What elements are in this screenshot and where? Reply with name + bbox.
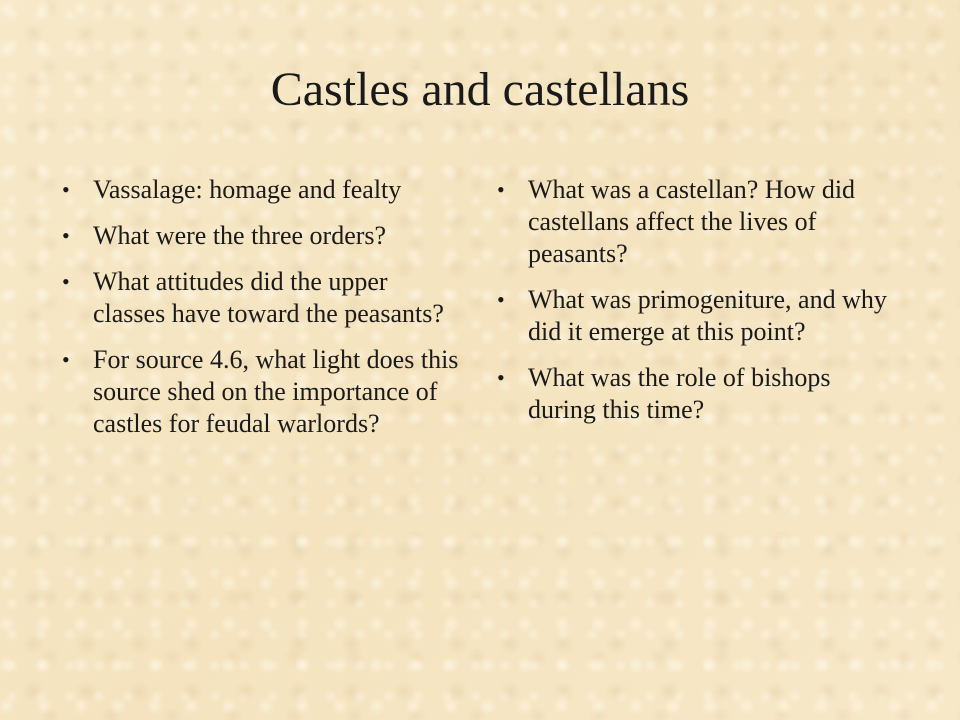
- bullet-text: What was the role of bishops during this time?: [528, 363, 831, 424]
- bullet-item: [497, 284, 887, 348]
- slide-title: Castles and castellans: [270, 63, 690, 116]
- bullet-icon: •: [62, 177, 70, 202]
- bullet-item: [62, 220, 462, 252]
- bullet-icon: •: [62, 269, 70, 294]
- bullet-item: [62, 344, 462, 440]
- bullet-item: [62, 266, 462, 330]
- bullet-text: What were the three orders?: [93, 221, 387, 250]
- bullet-icon: •: [497, 365, 505, 390]
- bullet-icon: •: [497, 287, 505, 312]
- bullet-icon: •: [62, 223, 70, 248]
- bullet-item: [497, 174, 887, 270]
- right-bullet-list: [497, 174, 887, 440]
- bullet-item: [62, 174, 462, 206]
- bullet-text: What was primogeniture, and why did it emerge at this point?: [528, 285, 887, 346]
- bullet-text: What was a castellan? How did castellans affect the lives of peasants?: [528, 175, 856, 268]
- bullet-text: What attitudes did the upper classes have toward the peasants?: [93, 267, 444, 328]
- left-bullet-list: [62, 174, 462, 454]
- bullet-text: Vassalage: homage and fealty: [93, 175, 402, 204]
- bullet-icon: •: [62, 347, 70, 372]
- bullet-text: For source 4.6, what light does this source shed on the importance of castles for feudal warlords?: [93, 345, 459, 438]
- bullet-icon: •: [497, 177, 505, 202]
- bullet-item: [497, 362, 887, 426]
